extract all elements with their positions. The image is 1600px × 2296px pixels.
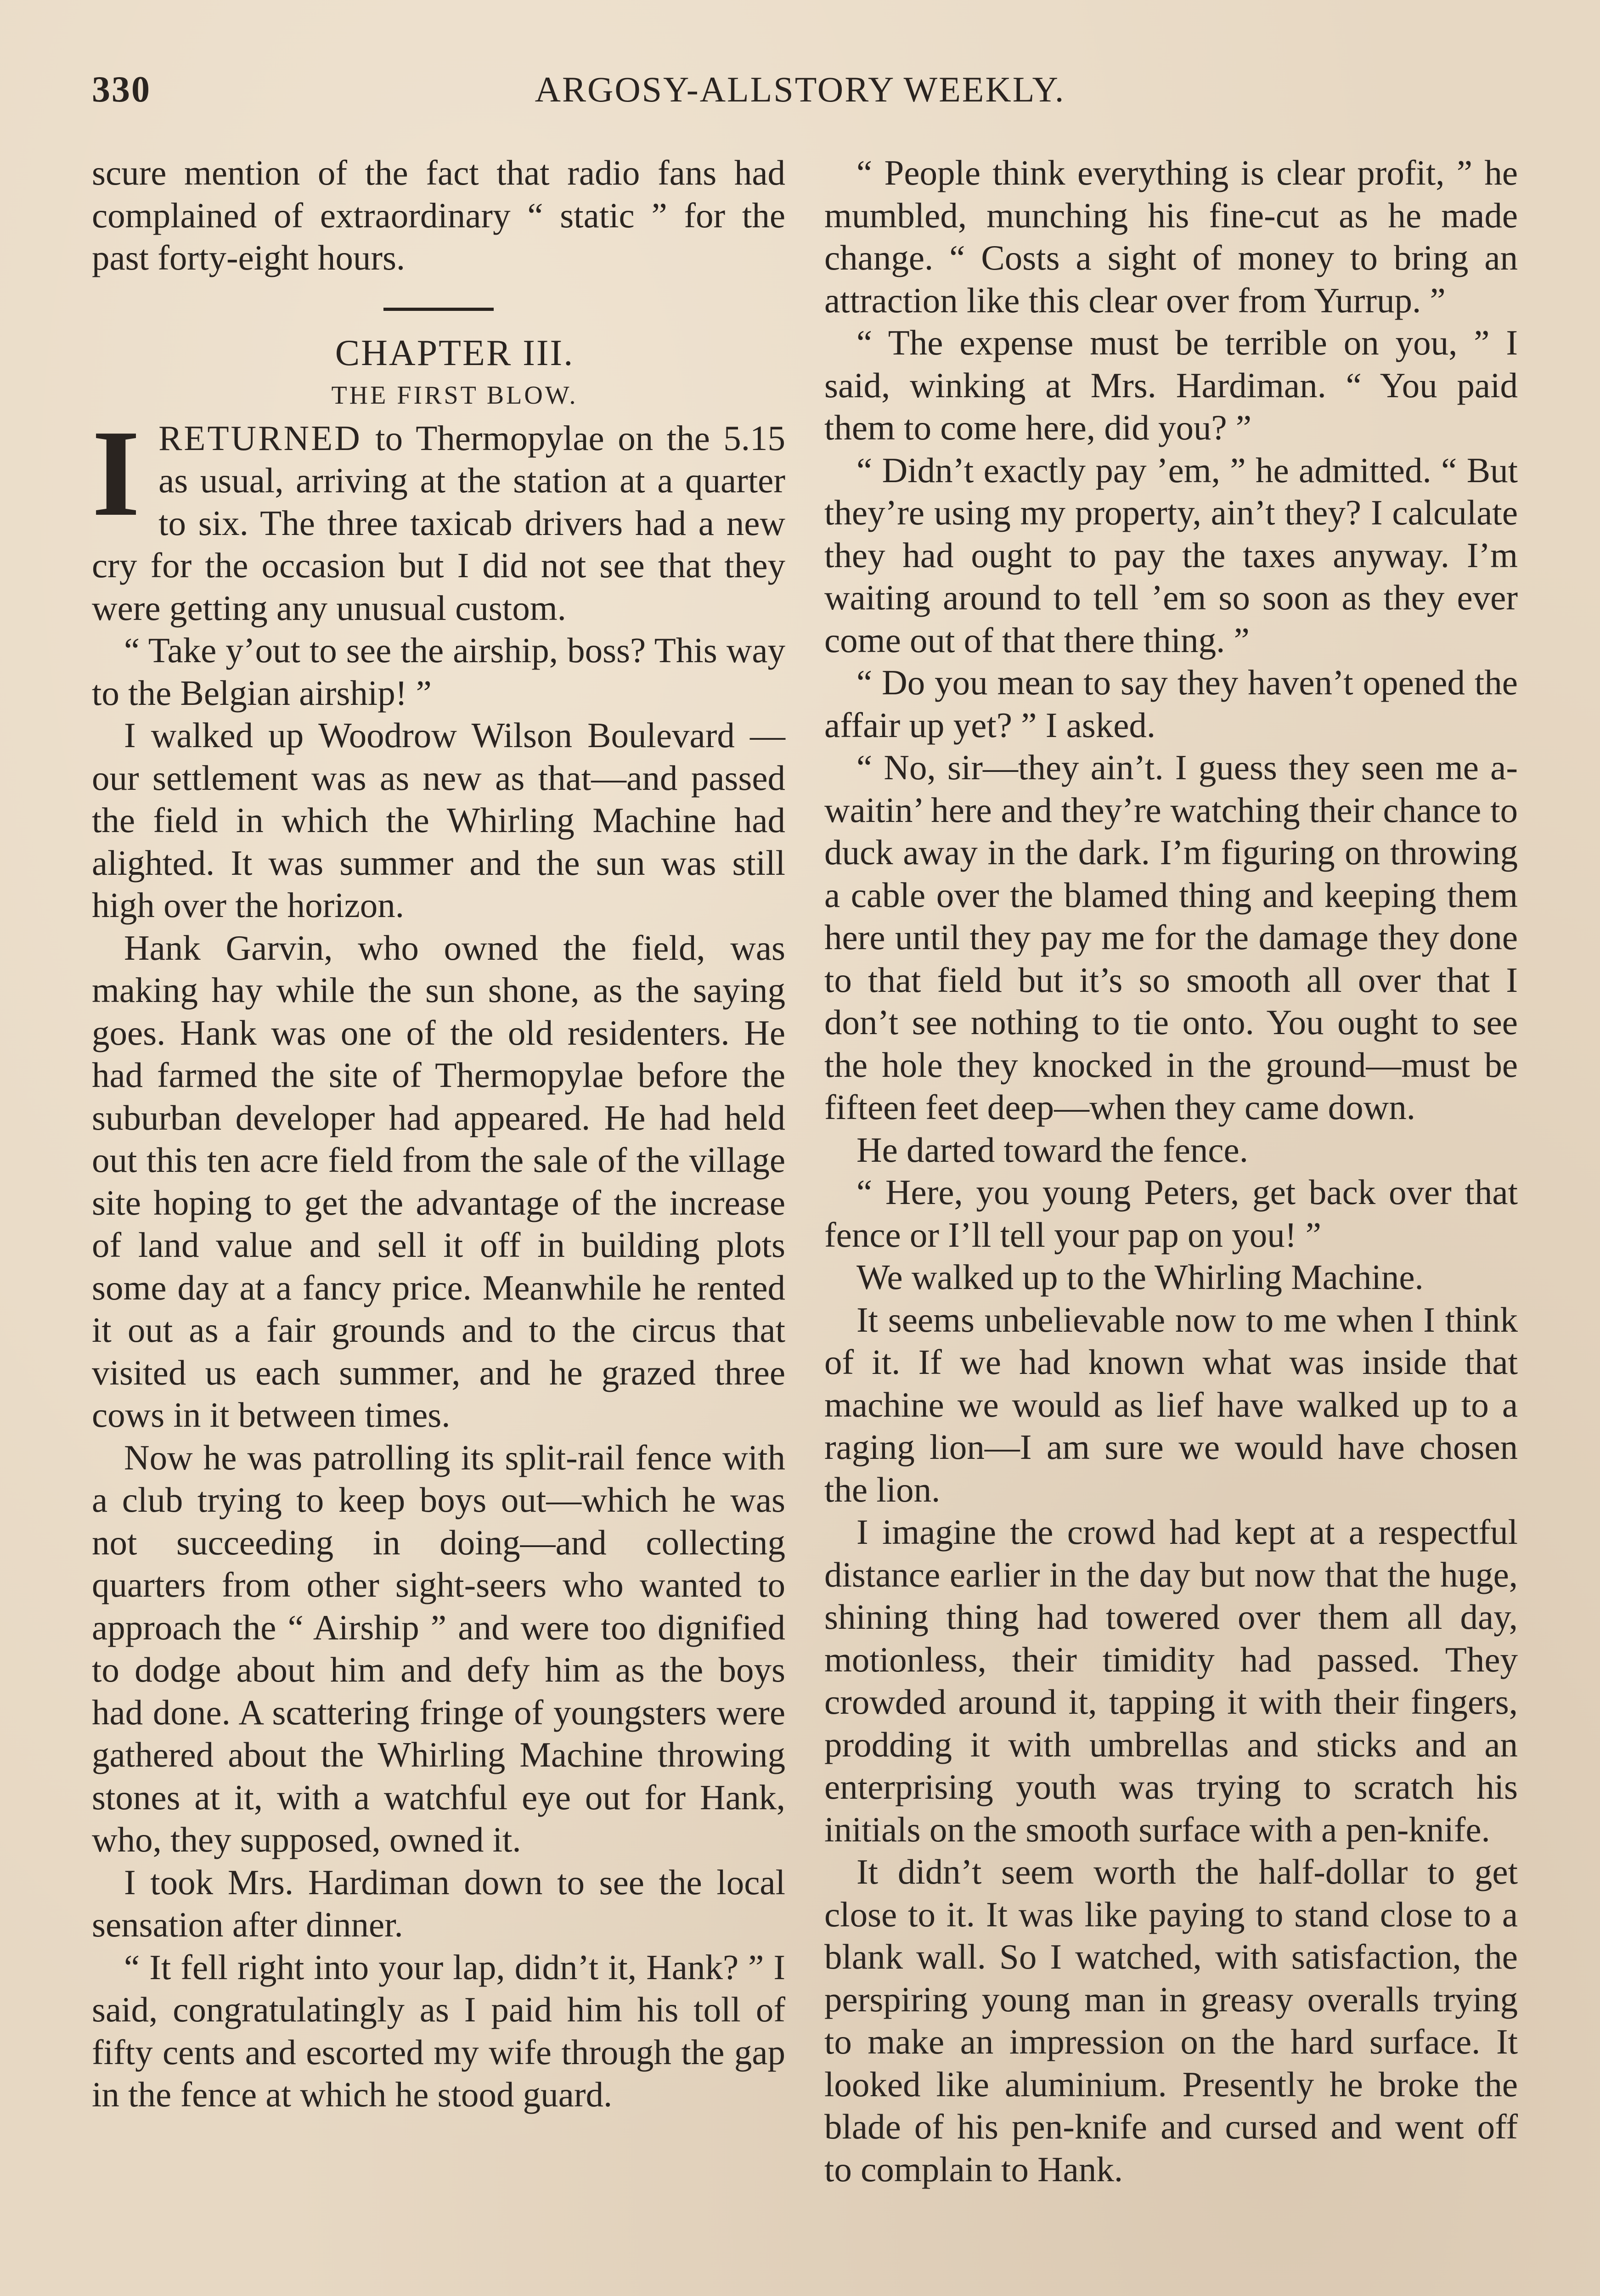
chapter-title: CHAPTER III. <box>335 332 575 373</box>
opening-text: to Thermopylae on the 5.15 as usual, arriving at the station at a quarter to six. The three taxicab drivers had a new cry for the occasion but I did not see that they were getting any unusual custom. <box>92 418 785 628</box>
paragraph: Hank Garvin, who owned the field, was making hay while the sun shone, as the saying goes. Hank was one of the old residenters. He had farmed the site of Thermopylae before the suburban developer had appeared. He had held out this ten acre field from the sale of the village site hoping to get the advantage of the increase of land value and sell it off in building plots some day at a fancy price. Meanwhile he rented it out as a fair grounds and to the circus that visited us each summer, and he grazed three cows in it between times. <box>92 928 785 1435</box>
left-column <box>92 152 785 2116</box>
paragraph: It didn’t seem worth the half-dollar to get close to it. It was like paying to stand close to a blank wall. So I watched, with satisfaction, the perspiring young man in greasy overalls trying to make an impression on the hard surface. It looked like aluminium. Presently he broke the blade of his pen-knife and cursed and went off to complain to Hank. <box>824 1852 1518 2189</box>
paragraph: Now he was patrolling its split-rail fence with a club trying to keep boys out—which he was not succeeding in doing—and collecting quarters from other sight-seers who wanted to approach the “ Airship ” and were too dignified to dodge about him and defy him as the boys had done. A scattering fringe of youngsters were gathered about the Whirling Machine throwing stones at it, with a watchful eye out for Hank, who, they supposed, owned it. <box>92 1437 785 1859</box>
section-divider <box>383 308 494 311</box>
paragraph: I walked up Woodrow Wilson Boulevard —our settlement was as new as that—and passed the field in which the Whirling Machine had alighted. It was summer and the sun was still high over the horizon. <box>92 715 785 925</box>
opening-smallcaps: RETURNED <box>158 418 362 458</box>
chapter-opening-paragraph <box>92 404 785 630</box>
paragraph: “ Here, you young Peters, get back over that fence or I’ll tell your pap on you! ” <box>824 1172 1518 1255</box>
drop-cap: I <box>92 404 141 542</box>
paragraph: I took Mrs. Hardiman down to see the local sensation after dinner. <box>92 1862 785 1944</box>
paragraph: “ No, sir—they ain’t. I guess they seen me a-waitin’ here and they’re watching their chance to duck away in the dark. I’m figuring on throwing a cable over the blamed thing and keeping them here until they pay me for the damage they done to that field but it’s so smooth all over that I don’t see nothing to tie onto. You ought to see the hole they knocked in the ground—must be fifteen feet deep—when they came down. <box>824 748 1518 1127</box>
paragraph: “ Take y’out to see the airship, boss? This way to the Belgian airship! ” <box>92 630 785 713</box>
page-number: 330 <box>92 69 151 110</box>
paragraph: “ People think everything is clear profit, ” he mumbled, munching his fine-cut as he made change. “ Costs a sight of money to bring an attraction like this clear over from Yurrup. ” <box>824 153 1518 320</box>
paragraph: “ It fell right into your lap, didn’t it, Hank? ” I said, congratulatingly as I paid him his toll of fifty cents and escorted my wife through the gap in the fence at which he stood guard. <box>92 1947 785 2114</box>
page-header <box>87 69 1513 119</box>
paragraph: “ The expense must be terrible on you, ” I said, winking at Mrs. Hardiman. “ You paid them to come here, did you? ” <box>824 323 1518 447</box>
paragraph: He darted toward the fence. <box>856 1130 1248 1170</box>
continued-paragraph: scure mention of the fact that radio fans had complained of extraordinary “ static ” for the past forty-eight hours. <box>92 153 785 277</box>
paragraph: We walked up to the Whirling Machine. <box>856 1257 1424 1297</box>
chapter-subtitle: THE FIRST BLOW. <box>331 381 578 410</box>
paragraph: “ Do you mean to say they haven’t opened the affair up yet? ” I asked. <box>824 663 1518 745</box>
running-title: ARGOSY-ALLSTORY WEEKLY. <box>535 69 1065 109</box>
paragraph: I imagine the crowd had kept at a respectful distance earlier in the day but now that the huge, shining thing had towered over them all day, motionless, their timidity had passed. They crowded around it, tapping it with their fingers, prodding it with umbrellas and sticks and an enterprising youth was trying to scratch his initials on the smooth surface with a pen-knife. <box>824 1512 1518 1849</box>
paragraph: It seems unbelievable now to me when I think of it. If we had known what was inside that machine we would as lief have walked up to a raging lion—I am sure we would have chosen the lion. <box>824 1300 1518 1509</box>
paragraph: “ Didn’t exactly pay ’em, ” he admitted. “ But they’re using my property, ain’t they? I calculate they had ought to pay the taxes anyway. I’m waiting around to tell ’em so soon as they ever come out of that there thing. ” <box>824 450 1518 660</box>
right-column <box>824 152 1518 2190</box>
